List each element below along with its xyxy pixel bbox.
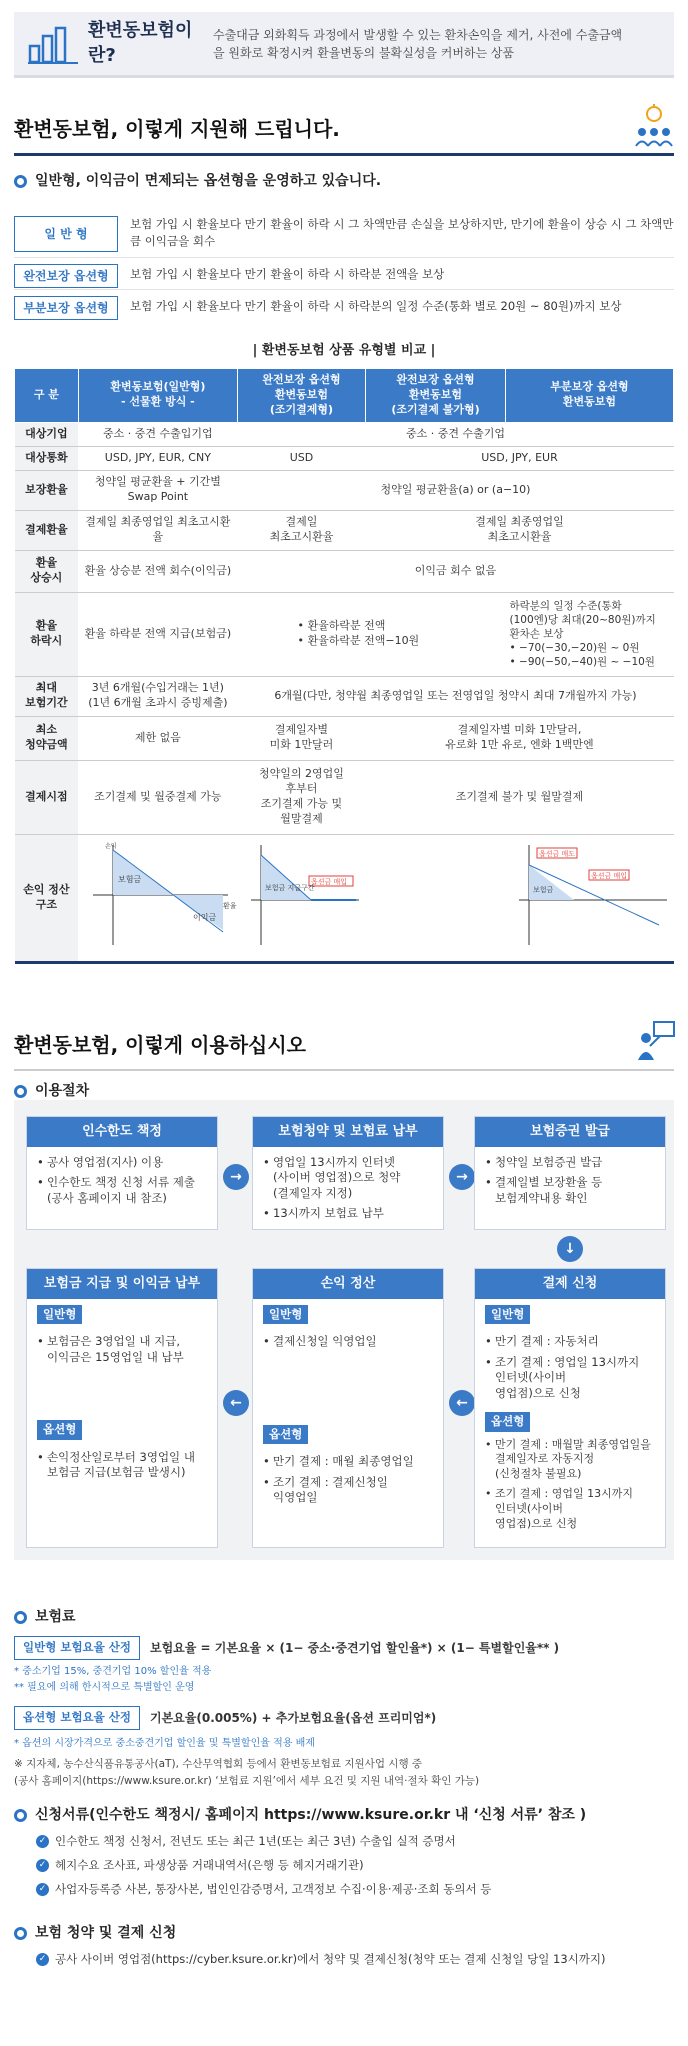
step-title: 인수한도 책정 — [27, 1117, 217, 1147]
list-item: • 조기 결제 : 영업일 13시까지 인터넷(사이버 영업점)으로 신청 — [485, 1487, 655, 1532]
row-header: 결제시점 — [15, 760, 79, 834]
type-desc: 보험 가입 시 환율보다 만기 환율이 하락 시 하락분 전액을 보상 — [130, 267, 445, 281]
table-cell: USD, JPY, EUR — [365, 446, 673, 470]
circle-bullet-icon — [14, 1085, 27, 1098]
table-cell: 3년 6개월(수입거래는 1년) (1년 6개월 초과시 증빙제출) — [78, 676, 237, 716]
premium-option-row — [14, 1706, 436, 1730]
table-cell: 조기결제 및 월중결제 가능 — [78, 760, 237, 834]
intro-box — [14, 12, 674, 78]
table-cell: 환율 상승분 전액 회수(이익금) — [78, 550, 237, 592]
type-desc: 보험 가입 시 환율보다 만기 환율이 하락 시 하락분의 일정 수준(통화 별로 20원 ~ 80원)까지 보상 — [130, 299, 622, 313]
step-title: 보험청약 및 보험료 납부 — [253, 1117, 443, 1147]
graph-label: 보험금 지급구간 — [265, 884, 316, 893]
table-cell: 결제일 최초고시환율 — [237, 510, 365, 550]
section-support-header — [14, 116, 674, 156]
table-cell: 이익금 회수 없음 — [237, 550, 673, 592]
circle-bullet-icon — [14, 1927, 27, 1940]
type-row-full-option — [14, 264, 674, 288]
presenter-icon — [636, 1020, 676, 1067]
type-label: 일반형 — [263, 1305, 308, 1325]
col-header: 구 분 — [15, 369, 79, 423]
graph-label: 손익 — [104, 843, 117, 851]
type-label: 옵션형 — [37, 1420, 82, 1440]
check-icon: ✓ — [36, 1953, 49, 1966]
type-desc: 보험 가입 시 환율보다 만기 환율이 하락 시 그 차액만큼 손실을 보상하지만, 만기에 환율이 상승 시 그 차액만큼 이익금을 회수 — [130, 217, 674, 249]
row-header: 손익 정산 구조 — [15, 834, 79, 962]
premium-general-row — [14, 1636, 559, 1660]
row-header: 결제환율 — [15, 510, 79, 550]
premium-formula: 보험요율 = 기본요율 × (1− 중소·중견기업 할인율*) × (1− 특별할인율** ) — [150, 1640, 560, 1655]
section-title: 환변동보험, 이렇게 이용하십시오 — [14, 1033, 307, 1057]
process-flow — [14, 1100, 674, 1560]
type-label: 일반형 — [37, 1305, 82, 1325]
table-cell: 6개월(다만, 청약월 최종영업일 또는 전영업일 청약시 최대 7개월까지 가능) — [237, 676, 673, 716]
check-icon: ✓ — [36, 1883, 49, 1896]
circle-bullet-icon — [14, 175, 27, 188]
row-header: 환율 하락시 — [15, 592, 79, 676]
type-tag: 완전보장 옵션형 — [14, 264, 118, 288]
bar-chart-icon — [28, 24, 80, 64]
type-row-general — [14, 216, 674, 252]
row-header: 대상기업 — [15, 422, 79, 446]
comparison-table — [14, 368, 674, 964]
check-icon: ✓ — [36, 1859, 49, 1872]
row-header: 최소 청약금액 — [15, 716, 79, 760]
table-cell: 중소 · 중견 수출입기업 — [78, 422, 237, 446]
step-subscribe — [252, 1116, 444, 1230]
graph-label: 이익금 — [192, 913, 217, 923]
table-cell: 결제일 최종영업일 최초고시환율 — [365, 510, 673, 550]
type-tag: 부분보장 옵션형 — [14, 296, 118, 320]
table-cell: 청약일의 2영업일 후부터 조기결제 가능 및 월말결제 — [237, 760, 365, 834]
graph-label: 보험금 — [533, 886, 554, 895]
list-item: ✓ 공사 사이버 영업점(https://cyber.ksure.or.kr)에서 청약 및 결제신청(청약 또는 결제 신청일 당일 13시까지) — [36, 1952, 605, 1968]
row-header: 최대 보험기간 — [15, 676, 79, 716]
arrow-right-icon: → — [223, 1164, 249, 1190]
list-item: • 손익정산일로부터 3영업일 내 보험금 지급(보험금 발생시) — [37, 1450, 207, 1481]
type-label: 일반형 — [485, 1305, 530, 1325]
list-item: • 청약일 보험증권 발급 — [485, 1155, 655, 1171]
arrow-right-icon: → — [449, 1164, 475, 1190]
table-cell: 청약일 평균환율(a) or (a−10) — [237, 470, 673, 510]
type-tag: 일 반 형 — [14, 216, 118, 252]
sub-heading-types: 일반형, 이익금이 면제되는 옵션형을 운영하고 있습니다. — [14, 172, 381, 191]
graph-partial-option — [365, 834, 673, 962]
premium-tag: 옵션형 보험요율 산정 — [14, 1706, 140, 1730]
table-cell: 결제일자별 미화 1만달러, 유로화 1만 유로, 엔화 1백만엔 — [365, 716, 673, 760]
step-policy — [474, 1116, 666, 1230]
list-item: • 결제일별 보장환율 등 보험계약내용 확인 — [485, 1175, 655, 1206]
list-item: • 영업일 13시까지 인터넷 (사이버 영업점)으로 청약 (결제일자 지정) — [263, 1155, 433, 1202]
row-header: 보장환율 — [15, 470, 79, 510]
graph-label: 옵션금 매도 — [539, 850, 576, 859]
table-cell: 중소 · 중견 수출기업 — [237, 422, 673, 446]
table-cell: 환율 하락분 전액 지급(보험금) — [78, 592, 237, 676]
premium-note: * 옵션의 시장가격으로 중소중견기업 할인율 및 특별할인율 적용 배제 — [14, 1738, 315, 1749]
list-item: • 결제신청일 익영업일 — [263, 1334, 433, 1350]
sub-heading-process: 이용절차 — [14, 1082, 89, 1101]
list-item: • 조기 결제 : 결제신청일 익영업일 — [263, 1475, 433, 1506]
circle-bullet-icon — [14, 1809, 27, 1822]
col-header: 완전보장 옵션형 환변동보험 (조기결제형) — [237, 369, 365, 423]
graph-label: 옵션금 매입 — [311, 878, 348, 887]
list-item: • 보험금은 3영업일 내 지급, 이익금은 15영업일 내 납부 — [37, 1334, 207, 1365]
circle-bullet-icon — [14, 1611, 27, 1624]
list-item: • 공사 영업점(지사) 이용 — [37, 1155, 207, 1171]
section-title: 환변동보험, 이렇게 지원해 드립니다. — [14, 117, 340, 141]
sub-heading-premium: 보험료 — [14, 1608, 76, 1627]
col-header: 완전보장 옵션형 환변동보험 (조기결제 불가형) — [365, 369, 505, 423]
section-usage-header — [14, 1032, 674, 1071]
sub-heading-apply: 보험 청약 및 결제 신청 — [14, 1924, 176, 1943]
step-settlement-request — [474, 1268, 666, 1548]
intro-desc: 수출대금 외화획득 과정에서 발생할 수 있는 환차손익을 제거, 사전에 수출금액을 원화로 확정시켜 환율변동의 불확실성을 커버하는 상품 — [213, 27, 623, 60]
premium-support-note: ※ 지자체, 농수산식품유통공사(aT), 수산무역협회 등에서 환변동보험료 지원사업 시행 중 (공사 홈페이지(https://www.ksure.or.kr) ‘보험료 지원’에서 세부 요건 및 지원 내역·절차 확인 가능) — [14, 1758, 480, 1787]
table-title: | 환변동보험 상품 유형별 비교 | — [252, 343, 436, 358]
step-settle — [252, 1268, 444, 1548]
people-idea-icon — [632, 104, 676, 153]
col-header: 환변동보험(일반형) - 선물환 방식 - — [78, 369, 237, 423]
step-title: 결제 신청 — [475, 1269, 665, 1299]
premium-formula: 기본요율(0.005%) + 추가보험요율(옵션 프리미엄*) — [150, 1710, 437, 1725]
type-row-partial-option — [14, 296, 674, 320]
step-limit — [26, 1116, 218, 1230]
table-cell: 청약일 평균환율 + 기간별 Swap Point — [78, 470, 237, 510]
step-title: 손익 정산 — [253, 1269, 443, 1299]
table-cell: 결제일자별 미화 1만달러 — [237, 716, 365, 760]
graph-label: 환율 — [222, 902, 237, 911]
table-cell: 하락분의 일정 수준(통화 (100엔)당 최대(20~80원)까지 환차손 보상 • −70(−30,−20)원 ~ 0원 • −90(−50,−40)원 ~ −10원 — [506, 592, 674, 676]
list-item: • 만기 결제 : 매월말 최종영업일을 결제일자로 자동지정 (신청절차 불필요) — [485, 1438, 655, 1483]
graph-full-option — [237, 834, 365, 962]
table-cell: 조기결제 불가 및 월말결제 — [365, 760, 673, 834]
step-payout — [26, 1268, 218, 1548]
graph-general — [78, 834, 237, 962]
graph-label: 옵션금 매입 — [591, 872, 628, 881]
table-cell: USD, JPY, EUR, CNY — [78, 446, 237, 470]
step-title: 보험증권 발급 — [475, 1117, 665, 1147]
intro-title: 환변동보험이란? — [88, 20, 193, 66]
premium-tag: 일반형 보험요율 산정 — [14, 1636, 140, 1660]
arrow-down-icon: ↓ — [557, 1236, 583, 1262]
table-cell: • 환율하락분 전액 • 환율하락분 전액−10원 — [237, 592, 505, 676]
list-item: ✓ 사업자등록증 사본, 통장사본, 법인인감증명서, 고객정보 수집·이용·제공·조회 동의서 등 — [36, 1882, 491, 1898]
sub-heading-docs: 신청서류(인수한도 책정시/ 홈페이지 https://www.ksure.or.kr 내 ‘신청 서류’ 참조 ) — [14, 1806, 586, 1825]
list-item: ✓ 헤지수요 조사표, 파생상품 거래내역서(은행 등 헤지거래기관) — [36, 1858, 364, 1874]
list-item: • 인수한도 책정 신청 서류 제출 (공사 홈페이지 내 참조) — [37, 1175, 207, 1206]
type-label: 옵션형 — [485, 1412, 530, 1432]
type-label: 옵션형 — [263, 1425, 308, 1445]
table-cell: USD — [237, 446, 365, 470]
step-title: 보험금 지급 및 이익금 납부 — [27, 1269, 217, 1299]
table-cell: 결제일 최종영업일 최초고시환율 — [78, 510, 237, 550]
list-item: • 조기 결제 : 영업일 13시까지 인터넷(사이버 영업점)으로 신청 — [485, 1355, 655, 1402]
arrow-left-icon: ← — [223, 1390, 249, 1416]
graph-label: 보험금 — [117, 875, 142, 885]
row-header: 대상통화 — [15, 446, 79, 470]
list-item: • 만기 결제 : 매월 최종영업일 — [263, 1454, 433, 1470]
arrow-left-icon: ← — [449, 1390, 475, 1416]
list-item: • 만기 결제 : 자동처리 — [485, 1334, 655, 1350]
row-header: 환율 상승시 — [15, 550, 79, 592]
premium-note: * 중소기업 15%, 중견기업 10% 할인율 적용 — [14, 1666, 212, 1677]
premium-note: ** 필요에 의해 한시적으로 특별할인 운영 — [14, 1682, 195, 1693]
table-cell: 제한 없음 — [78, 716, 237, 760]
list-item: • 13시까지 보험료 납부 — [263, 1206, 433, 1222]
list-item: ✓ 인수한도 책정 신청서, 전년도 또는 최근 1년(또는 최근 3년) 수출입 실적 증명서 — [36, 1834, 456, 1850]
check-icon: ✓ — [36, 1835, 49, 1848]
col-header: 부분보장 옵션형 환변동보험 — [506, 369, 674, 423]
